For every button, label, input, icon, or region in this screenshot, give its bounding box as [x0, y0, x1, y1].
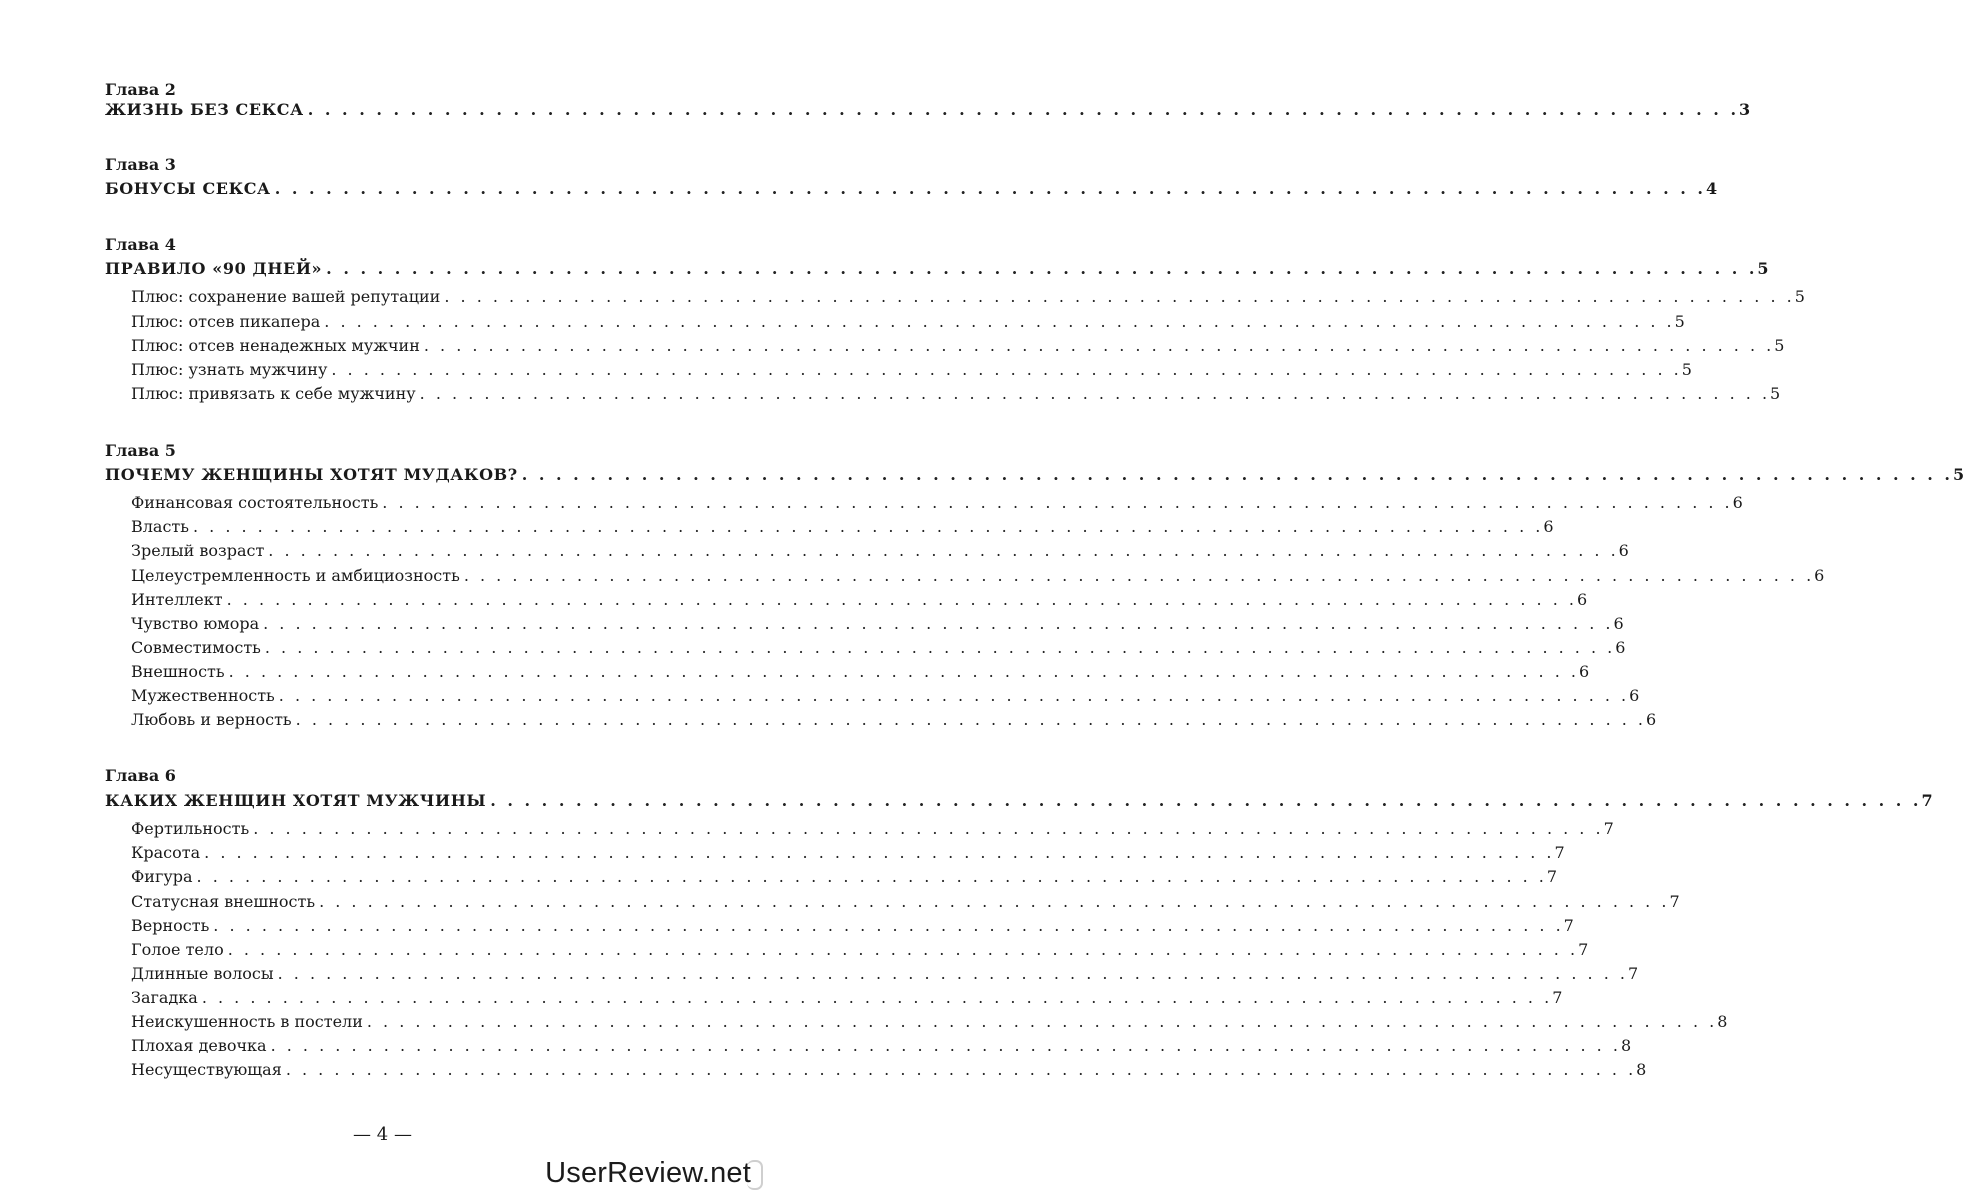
entry-page: 6	[1629, 686, 1640, 705]
entry-title: Фертильность	[131, 819, 250, 838]
entry-title: Внешность	[131, 662, 225, 681]
entry-page: 5	[1681, 360, 1692, 379]
entry-page: 6	[1732, 493, 1743, 512]
entry-title: Мужественность	[131, 686, 275, 705]
entry-title: Интеллект	[131, 590, 223, 609]
toc-subentry[interactable]	[131, 566, 1825, 590]
entry-page: 6	[1615, 638, 1626, 657]
toc-subentry[interactable]	[131, 710, 1657, 734]
entry-title: Несуществующая	[131, 1060, 282, 1079]
entry-page: 6	[1814, 566, 1825, 585]
entry-page: 8	[1717, 1012, 1728, 1031]
toc-subentry[interactable]	[131, 287, 1805, 311]
toc-subentry[interactable]	[131, 541, 1629, 565]
chapter-4-label: Глава 4	[105, 235, 176, 254]
leader-dots	[202, 988, 1552, 1007]
entry-title: Плюс: узнать мужчину	[131, 360, 328, 379]
chapter-5-title-entry[interactable]	[105, 465, 1965, 489]
leader-dots	[193, 517, 1543, 536]
entry-title: Плюс: привязать к себе мужчину	[131, 384, 416, 403]
entry-title: КАКИХ ЖЕНЩИН ХОТЯТ МУЖЧИНЫ	[105, 791, 487, 810]
toc-subentry[interactable]	[131, 940, 1589, 964]
leader-dots	[308, 100, 1739, 119]
toc-subentry[interactable]	[131, 614, 1624, 638]
toc-subentry[interactable]	[131, 819, 1614, 843]
chapter-6-label: Глава 6	[105, 766, 176, 785]
entry-title: Загадка	[131, 988, 198, 1007]
leader-dots	[444, 287, 1794, 306]
leader-dots	[228, 940, 1578, 959]
chapter-3-title-entry[interactable]	[105, 179, 1718, 203]
entry-title: БОНУСЫ СЕКСА	[105, 179, 271, 198]
toc-subentry[interactable]	[131, 1060, 1647, 1084]
entry-page: 4	[1705, 179, 1718, 198]
leader-dots	[271, 1036, 1621, 1055]
entry-title: Плюс: отсев ненадежных мужчин	[131, 336, 420, 355]
leader-dots	[367, 1012, 1717, 1031]
toc-subentry[interactable]	[131, 662, 1590, 686]
toc-subentry[interactable]	[131, 590, 1588, 614]
leader-dots	[204, 843, 1554, 862]
leader-dots	[522, 465, 1953, 484]
toc-subentry[interactable]	[131, 384, 1781, 408]
entry-page: 6	[1576, 590, 1588, 609]
leader-dots	[326, 259, 1757, 278]
entry-title: Фигура	[131, 867, 193, 886]
leader-dots	[286, 1060, 1636, 1079]
toc-subentry[interactable]	[131, 1036, 1632, 1060]
entry-title: Голое тело	[131, 940, 224, 959]
entry-title: Плохая девочка	[131, 1036, 267, 1055]
entry-title: Любовь и верность	[131, 710, 292, 729]
entry-title: Зрелый возраст	[131, 541, 265, 560]
entry-page: 6	[1578, 662, 1590, 681]
leader-dots	[197, 867, 1547, 886]
entry-page: 5	[1794, 287, 1805, 306]
entry-title: Неискушенность в постели	[131, 1012, 363, 1031]
leader-dots	[464, 566, 1814, 585]
toc-subentry[interactable]	[131, 1012, 1728, 1036]
entry-page: 7	[1921, 791, 1934, 810]
toc-subentry[interactable]	[131, 988, 1563, 1012]
chapter-4-title-entry[interactable]	[105, 259, 1770, 283]
leader-dots	[265, 638, 1615, 657]
entry-title: Верность	[131, 916, 210, 935]
entry-title: Целеустремленность и амбициозность	[131, 566, 460, 585]
entry-title: Плюс: отсев пикапера	[131, 312, 321, 331]
leader-dots	[275, 179, 1706, 198]
entry-title: Длинные волосы	[131, 964, 274, 983]
leader-dots	[324, 312, 1674, 331]
entry-page: 7	[1546, 867, 1558, 886]
toc-subentry[interactable]	[131, 686, 1640, 710]
entry-page: 6	[1618, 541, 1629, 560]
entry-page: 7	[1554, 843, 1565, 862]
entry-title: Плюс: сохранение вашей репутации	[131, 287, 441, 306]
leader-dots	[227, 590, 1577, 609]
toc-subentry[interactable]	[131, 916, 1574, 940]
entry-title: ЖИЗНЬ БЕЗ СЕКСА	[105, 100, 304, 119]
leader-dots	[279, 686, 1629, 705]
entry-page: 3	[1739, 100, 1751, 119]
entry-page: 8	[1636, 1060, 1647, 1079]
entry-page: 6	[1613, 614, 1624, 633]
toc-subentry[interactable]	[131, 892, 1680, 916]
chapter-5-label: Глава 5	[105, 441, 176, 460]
chapter-2-title-entry[interactable]	[105, 100, 1751, 124]
leader-dots	[213, 916, 1563, 935]
toc-subentry[interactable]	[131, 336, 1785, 360]
leader-dots	[424, 336, 1774, 355]
entry-page: 5	[1952, 465, 1965, 484]
leader-dots	[263, 614, 1613, 633]
entry-title: Статусная внешность	[131, 892, 316, 911]
chapter-6-title-entry[interactable]	[105, 791, 1934, 815]
chapter-2-label: Глава 2	[105, 80, 176, 99]
entry-page: 7	[1578, 940, 1589, 959]
toc-subentry[interactable]	[131, 312, 1685, 336]
entry-page: 6	[1646, 710, 1657, 729]
entry-title: Чувство юмора	[131, 614, 260, 633]
leader-dots	[268, 541, 1618, 560]
leader-dots	[229, 662, 1579, 681]
entry-title: Власть	[131, 517, 189, 536]
leader-dots	[253, 819, 1603, 838]
toc-subentry[interactable]	[131, 964, 1639, 988]
toc-subentry[interactable]	[131, 638, 1626, 662]
entry-page: 5	[1774, 336, 1785, 355]
entry-title: ПРАВИЛО «90 ДНЕЙ»	[105, 259, 323, 278]
chapter-3-label: Глава 3	[105, 155, 176, 174]
leader-dots	[382, 493, 1732, 512]
entry-title: Совместимость	[131, 638, 261, 657]
toc-subentry[interactable]	[131, 867, 1558, 891]
entry-page: 7	[1563, 916, 1574, 935]
entry-page: 7	[1669, 892, 1680, 911]
entry-page: 5	[1770, 384, 1781, 403]
leader-dots	[490, 791, 1921, 810]
toc-subentry[interactable]	[131, 360, 1692, 384]
toc-subentry[interactable]	[131, 517, 1554, 541]
entry-title: ПОЧЕМУ ЖЕНЩИНЫ ХОТЯТ МУДАКОВ?	[105, 465, 518, 484]
entry-page: 5	[1674, 312, 1685, 331]
leader-dots	[278, 964, 1628, 983]
page-number: — 4 —	[353, 1124, 412, 1145]
entry-title: Красота	[131, 843, 201, 862]
entry-title: Финансовая состоятельность	[131, 493, 379, 512]
watermark-check-icon	[747, 1160, 763, 1190]
entry-page: 6	[1543, 517, 1554, 536]
leader-dots	[331, 360, 1681, 379]
entry-page: 7	[1627, 964, 1639, 983]
entry-page: 5	[1757, 259, 1770, 278]
leader-dots	[319, 892, 1669, 911]
leader-dots	[420, 384, 1770, 403]
entry-page: 7	[1603, 819, 1614, 838]
watermark-text: UserReview.net	[545, 1157, 751, 1189]
leader-dots	[296, 710, 1646, 729]
toc-subentry[interactable]	[131, 493, 1743, 517]
toc-subentry[interactable]	[131, 843, 1565, 867]
entry-page: 7	[1552, 988, 1563, 1007]
entry-page: 8	[1620, 1036, 1632, 1055]
